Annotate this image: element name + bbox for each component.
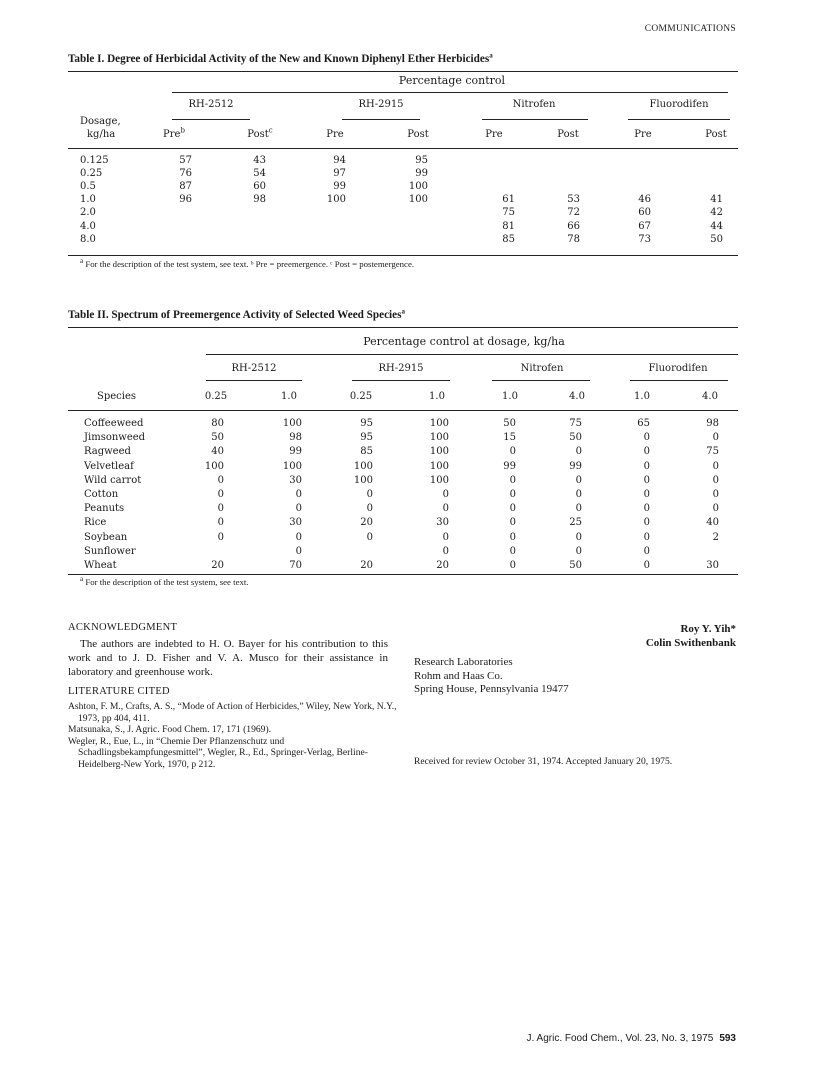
table2-cell: 0 (575, 446, 582, 458)
table1-subheader (557, 129, 579, 140)
table2-cell: 25 (569, 517, 582, 529)
table2-cell: 2 (712, 531, 719, 543)
table2-cell: 100 (429, 474, 449, 486)
table1-group-rule (172, 119, 250, 120)
table1-cell: 46 (638, 194, 651, 206)
table1-cell: 81 (502, 220, 515, 232)
table1-cell-dosage: 8.0 (80, 233, 96, 245)
table2-cell: 40 (211, 446, 224, 458)
table2-group-header: RH-2512 (231, 363, 277, 374)
table2-cell: 30 (289, 474, 302, 486)
table2-cell: 0 (575, 531, 582, 543)
section-label: COMMUNICATIONS (644, 24, 736, 34)
table2-cell-species: Velvetleaf (84, 460, 134, 472)
reference-item: Ashton, F. M., Crafts, A. S., “Mode of Action of Herbicides,” Wiley, New York, N.Y., 1973, pp 404, 411. (68, 701, 397, 724)
table1-cell: 57 (179, 155, 192, 166)
table1-cell: 99 (415, 168, 428, 180)
table2-group-header: RH-2915 (378, 363, 424, 374)
table1-subheader-text: Post (407, 129, 429, 140)
table2-cell-species: Wild carrot (84, 474, 142, 486)
table2-cell: 0 (712, 432, 719, 444)
table2-cell: 0 (442, 545, 449, 557)
table1-cell: 75 (502, 207, 515, 219)
table1-cell: 53 (567, 194, 580, 206)
table2-cell-species: Wheat (84, 560, 117, 571)
table2-title-sup: a (401, 307, 405, 316)
table2-group-rule (492, 380, 590, 381)
table1-cell: 41 (710, 194, 723, 206)
affiliation (414, 656, 569, 697)
table1-cell: 100 (326, 194, 346, 206)
table1-cell: 94 (333, 155, 346, 166)
table2-cell: 98 (289, 432, 302, 444)
table2-cell-species: Rice (84, 517, 107, 529)
table1-cell-dosage: 0.5 (80, 181, 96, 193)
table2-cell: 100 (282, 418, 302, 429)
table2-cell: 0 (643, 531, 650, 543)
table2-cell: 0 (575, 474, 582, 486)
table1-cell: 61 (502, 194, 515, 206)
table2-subheader: 0.25 (204, 391, 228, 402)
table2-cell: 100 (353, 474, 373, 486)
table2-cell: 0 (643, 474, 650, 486)
table2-cell: 0 (643, 489, 650, 500)
table2-cell: 50 (569, 560, 582, 571)
table2-cell: 15 (503, 432, 516, 444)
page-number: 593 (719, 1033, 736, 1044)
table1-cell: 96 (179, 194, 192, 206)
table1-subheader (485, 129, 502, 140)
table1-group-rule (628, 119, 730, 120)
table2-cell: 30 (289, 517, 302, 529)
table2-cell: 100 (429, 446, 449, 458)
table2-cell: 95 (360, 418, 373, 429)
table2-cell-species: Sunflower (84, 545, 136, 557)
table2-cell: 100 (429, 460, 449, 472)
table2-cell: 50 (569, 432, 582, 444)
table2-cell: 20 (211, 560, 224, 571)
author-name: Colin Swithenbank (645, 636, 736, 649)
table2-subheader: 1.0 (634, 391, 650, 402)
table1-cell: 60 (638, 207, 651, 219)
table2-cell: 0 (509, 489, 516, 500)
table1-group-rule (342, 119, 420, 120)
table1-cell: 44 (710, 220, 723, 232)
table2-title (68, 309, 405, 321)
table2-cell: 50 (211, 432, 224, 444)
table2-cell: 0 (442, 489, 449, 500)
table2-subheader: 0.25 (349, 391, 373, 402)
table2-group-rule (630, 380, 728, 381)
table1-subheader-text: Post (557, 129, 579, 140)
table2-cell: 0 (217, 517, 224, 529)
table2-cell: 0 (509, 474, 516, 486)
table1-cell-dosage: 1.0 (80, 194, 96, 206)
table1-stub-header-2: kg/ha (87, 129, 116, 140)
table1-cell: 72 (567, 207, 580, 219)
table1-cell: 54 (253, 168, 266, 180)
table2-cell: 50 (503, 418, 516, 429)
table2-span-header: Percentage control at dosage, kg/ha (363, 335, 565, 348)
table2-cell-species: Peanuts (84, 503, 125, 515)
table2-cell: 0 (442, 531, 449, 543)
table2-subheader: 4.0 (569, 391, 585, 402)
table1-cell: 98 (253, 194, 266, 206)
table1-group-header: Fluorodifen (649, 99, 709, 110)
table1-footnote (80, 259, 414, 269)
table2-subheader: 1.0 (502, 391, 518, 402)
table1-subheader (326, 129, 343, 140)
table1-header-rule (68, 148, 738, 149)
table1-group-header: Nitrofen (512, 99, 556, 110)
table2-cell: 65 (637, 418, 650, 429)
table1-subheader-text: Post (247, 129, 269, 140)
table2-cell: 70 (289, 560, 302, 571)
table1-subheader (634, 129, 651, 140)
table1-cell-dosage: 0.25 (80, 168, 103, 180)
literature-heading: LITERATURE CITED (68, 686, 170, 697)
table2-cell: 0 (575, 503, 582, 515)
table2-cell: 75 (706, 446, 719, 458)
table1-subheader-text: Pre (326, 129, 344, 140)
table1-subheader-sup: c (268, 126, 273, 135)
table2-cell: 0 (295, 545, 302, 557)
table2-cell: 0 (509, 560, 516, 571)
table2-cell: 0 (712, 460, 719, 472)
table1-stub-header-1: Dosage, (80, 116, 121, 127)
table2-cell: 0 (643, 446, 650, 458)
table1-cell: 100 (408, 181, 428, 193)
table2-cell: 30 (436, 517, 449, 529)
table1-title-sup: a (489, 51, 493, 60)
author-name: Roy Y. Yih* (680, 623, 736, 635)
table2-group-header: Nitrofen (520, 363, 564, 374)
table1-subheader (407, 129, 429, 140)
table2-title-text: Table II. Spectrum of Preemergence Activity of Selected Weed Species (68, 309, 402, 321)
table2-cell: 0 (712, 474, 719, 486)
table1-cell: 76 (179, 168, 192, 180)
table2-cell: 0 (643, 460, 650, 472)
affiliation-line: Research Laboratories (414, 656, 513, 668)
table2-subheader: 1.0 (429, 391, 445, 402)
table2-cell: 99 (289, 446, 302, 458)
table1-cell-dosage: 0.125 (80, 155, 109, 166)
table1-cell: 78 (567, 233, 580, 245)
table2-cell: 0 (643, 560, 650, 571)
table1-cell: 97 (333, 168, 346, 180)
table1-bottom-rule (68, 255, 738, 256)
table1-cell: 67 (638, 220, 651, 232)
table1-subheader (163, 126, 185, 140)
table1-cell: 60 (253, 181, 266, 193)
table2-group-header: Fluorodifen (648, 363, 708, 374)
affiliation-line: Rohm and Haas Co. (414, 669, 503, 682)
table2-cell-species: Jimsonweed (84, 432, 146, 444)
table1-subheader-text: Post (705, 129, 727, 140)
table2-subheader: 4.0 (702, 391, 718, 402)
table1-cell: 43 (253, 155, 266, 166)
table2-cell: 0 (295, 531, 302, 543)
table2-cell: 0 (217, 489, 224, 500)
table2-span-rule (206, 354, 738, 355)
table2-cell: 98 (706, 418, 719, 429)
table2-cell: 0 (509, 517, 516, 529)
table2-cell: 20 (360, 517, 373, 529)
table2-bottom-rule (68, 574, 738, 575)
table2-cell: 100 (429, 432, 449, 444)
table2-header-rule (68, 410, 738, 411)
table2-cell: 0 (712, 503, 719, 515)
table1-group-header: RH-2915 (358, 99, 404, 110)
table2-cell-species: Coffeeweed (84, 418, 144, 429)
acknowledgment-heading: ACKNOWLEDGMENT (68, 622, 178, 633)
acknowledgment-text: The authors are indebted to H. O. Bayer for his contribution to this work and to J. D. Fisher and V. A. Musco for their assistance in laboratory and greenhouse work. (68, 638, 388, 678)
table2-cell: 95 (360, 432, 373, 444)
table2-cell: 0 (643, 432, 650, 444)
table2-cell: 0 (712, 489, 719, 500)
table1-subheader (247, 126, 273, 140)
table1-cell: 42 (710, 207, 723, 219)
table2-cell: 0 (295, 503, 302, 515)
table1-subheader (705, 129, 727, 140)
page-footer (527, 1033, 736, 1044)
table1-cell-dosage: 4.0 (80, 220, 96, 232)
table1-cell-dosage: 2.0 (80, 207, 96, 219)
table2-cell: 0 (217, 531, 224, 543)
table2-footnote (80, 577, 249, 587)
table1-group-rule (482, 119, 588, 120)
table2-group-rule (206, 380, 302, 381)
table1-subheader-text: Pre (634, 129, 652, 140)
table2-cell: 0 (509, 531, 516, 543)
table2-cell: 0 (643, 545, 650, 557)
journal-citation: J. Agric. Food Chem., Vol. 23, No. 3, 1975 (526, 1033, 714, 1044)
table1-subheader-sup: b (180, 126, 185, 135)
table1-cell: 73 (638, 233, 651, 245)
table2-subheader: 1.0 (281, 391, 297, 402)
table2-cell: 100 (353, 460, 373, 472)
table2-cell: 75 (569, 418, 582, 429)
table2-cell: 0 (442, 503, 449, 515)
table2-cell: 100 (204, 460, 224, 472)
table2-cell: 0 (295, 489, 302, 500)
table2-cell: 20 (360, 560, 373, 571)
table2-cell-species: Ragweed (84, 446, 131, 458)
table2-cell: 0 (643, 517, 650, 529)
table1-cell: 87 (179, 181, 192, 193)
author-block (646, 623, 736, 650)
table1-title-text: Table I. Degree of Herbicidal Activity of the New and Known Diphenyl Ether Herbicides (68, 53, 490, 65)
table1-subheader-text: Pre (485, 129, 503, 140)
table1-footnote-mark: a (80, 257, 84, 266)
table1-group-header: RH-2512 (188, 99, 234, 110)
table2-cell: 0 (575, 545, 582, 557)
table2-footnote-mark: a (80, 575, 84, 584)
table2-cell: 0 (217, 474, 224, 486)
table2-cell: 80 (211, 418, 224, 429)
reference-item: Wegler, R., Eue, L., in “Chemie Der Pflanzenschutz und Schadlingsbekampfungesmittel”, Wegler, R., Ed., Springer-Verlag, Berline-Heidelberg-New York, 1970, p 212. (68, 735, 368, 770)
table2-cell: 30 (706, 560, 719, 571)
table1-cell: 99 (333, 181, 346, 193)
affiliation-line: Spring House, Pennsylvania 19477 (414, 683, 569, 695)
table2-cell-species: Soybean (84, 531, 128, 543)
table2-top-rule (68, 327, 738, 328)
table2-cell: 0 (366, 531, 373, 543)
table1-cell: 66 (567, 220, 580, 232)
table2-cell: 99 (569, 460, 582, 472)
table2-stub-header: Species (97, 391, 137, 402)
table2-group-rule (352, 380, 450, 381)
table1-span-header: Percentage control (398, 74, 506, 87)
table2-cell: 85 (360, 446, 373, 458)
table2-cell: 0 (509, 503, 516, 515)
table2-cell: 0 (509, 545, 516, 557)
reference-item: Matsunaka, S., J. Agric. Food Chem. 17, 171 (1969). (68, 724, 272, 735)
table1-footnote-text: For the description of the test system, see text. ᵇ Pre = preemergence. ᶜ Post = postemergence. (85, 259, 415, 269)
table2-cell: 0 (509, 446, 516, 458)
table2-footnote-text: For the description of the test system, see text. (85, 577, 249, 587)
table2-cell: 0 (217, 503, 224, 515)
table2-cell: 40 (706, 517, 719, 529)
table1-subheader-text: Pre (163, 129, 181, 140)
table2-cell: 100 (429, 418, 449, 429)
table1-cell: 50 (710, 233, 723, 245)
table2-cell: 99 (503, 460, 516, 472)
table1-cell: 85 (502, 233, 515, 245)
table1-title (68, 53, 493, 65)
table2-cell: 0 (643, 503, 650, 515)
table2-cell: 0 (366, 503, 373, 515)
table2-cell: 0 (575, 489, 582, 500)
table1-top-rule (68, 71, 738, 72)
received-note: Received for review October 31, 1974. Accepted January 20, 1975. (414, 756, 673, 767)
table2-cell: 100 (282, 460, 302, 472)
literature-list (68, 701, 398, 770)
table2-cell: 20 (436, 560, 449, 571)
table1-cell: 100 (408, 194, 428, 206)
table1-span-rule (172, 92, 728, 93)
table1-cell: 95 (415, 155, 428, 166)
table2-cell: 0 (366, 489, 373, 500)
table2-cell-species: Cotton (84, 489, 119, 500)
